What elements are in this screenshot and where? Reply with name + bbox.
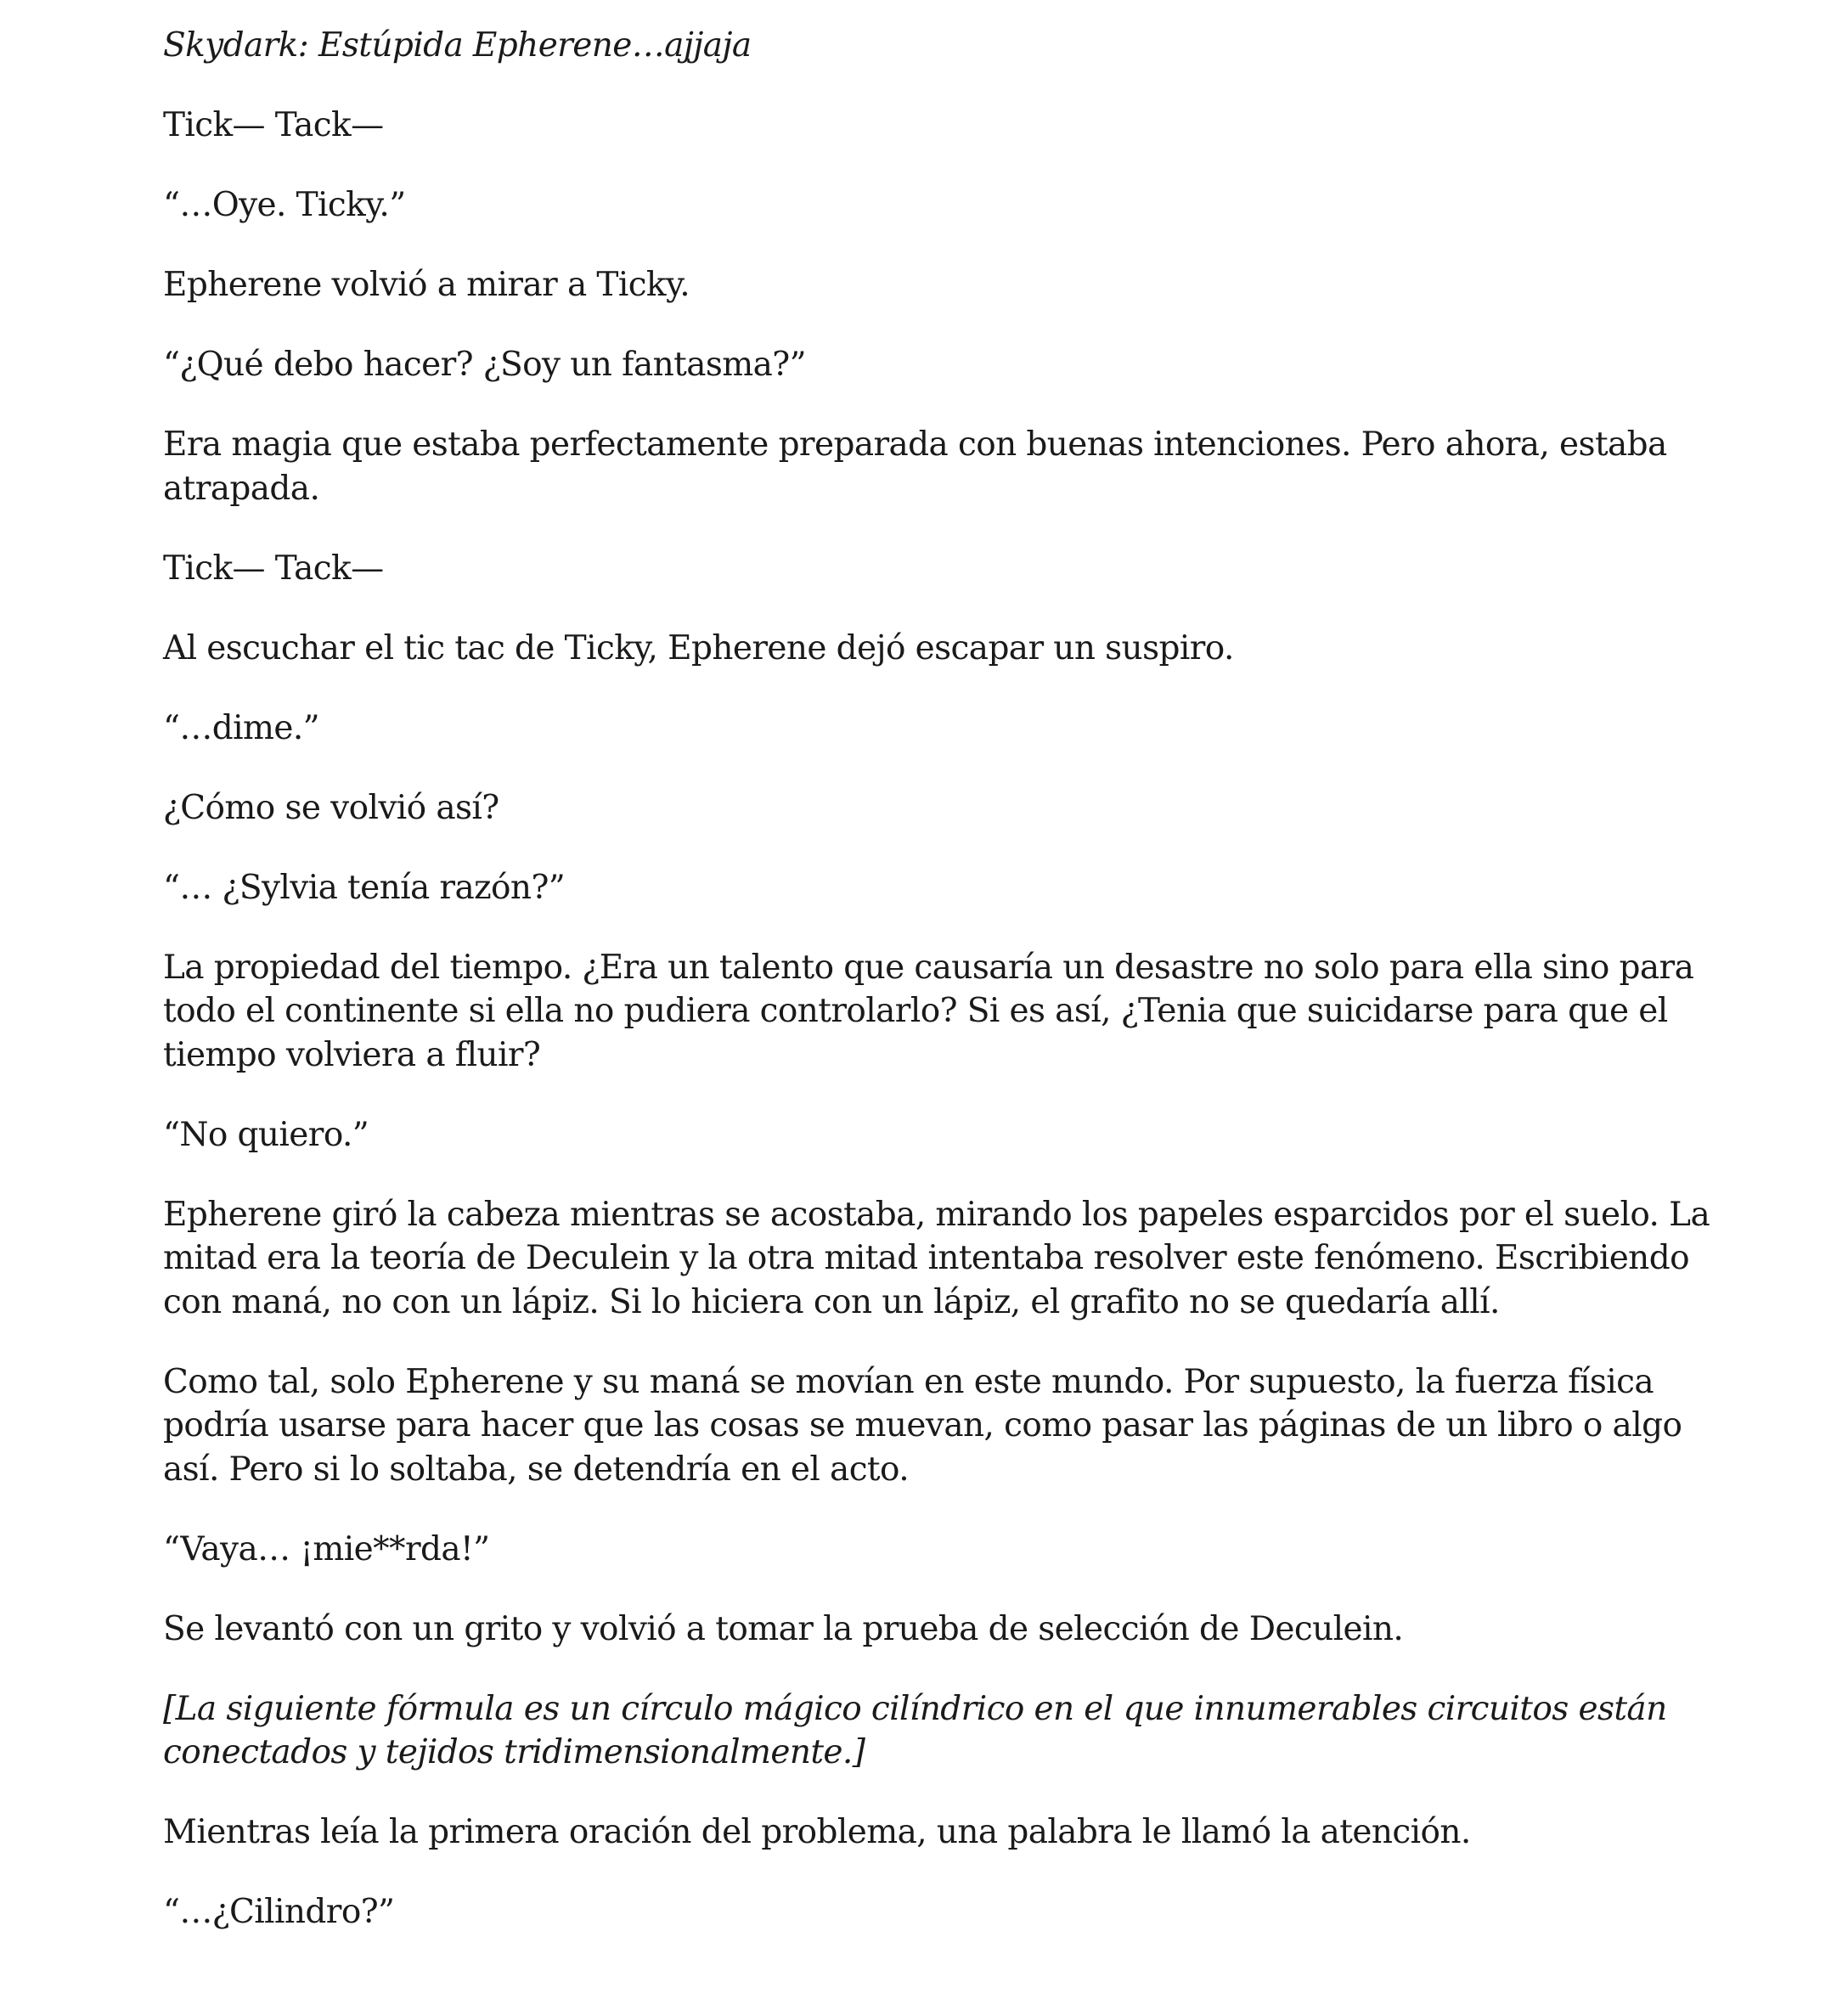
paragraph: Epherene volvió a mirar a Ticky. <box>163 266 690 304</box>
paragraph: La propiedad del tiempo. ¿Era un talento que causaría un desastre no solo para ella sino para todo el continente si ella no pudiera controlarlo? Si es así, ¿Tenia que suicidarse para que el tiempo volviera a fluir? <box>163 948 1694 1074</box>
paragraph: Se levantó con un grito y volvió a tomar la prueba de selección de Deculein. <box>163 1609 1404 1648</box>
paragraph: “¿Qué debo hacer? ¿Soy un fantasma?” <box>163 346 806 384</box>
paragraph: Tick— Tack— <box>163 106 384 144</box>
paragraph: “…Oye. Ticky.” <box>163 186 406 224</box>
paragraph: “No quiero.” <box>163 1115 369 1154</box>
paragraph: “…dime.” <box>163 708 319 747</box>
paragraph: “Vaya… ¡mie**rda!” <box>163 1529 490 1568</box>
paragraph: ¿Cómo se volvió así? <box>163 788 499 827</box>
paragraph: “… ¿Sylvia tenía razón?” <box>163 868 566 907</box>
paragraph: [La siguiente fórmula es un círculo mágico cilíndrico en el que innumerables circuitos están conectados y tejidos tridimensionalmente.] <box>163 1689 1667 1771</box>
document-page <box>163 24 1717 1970</box>
paragraph: “…¿Cilindro?” <box>163 1893 395 1931</box>
paragraph: Epherene giró la cabeza mientras se acostaba, mirando los papeles esparcidos por el suelo. La mitad era la teoría de Deculein y la otra mitad intentaba resolver este fenómeno. Escribiendo con maná, no con un lápiz. Si lo hiciera con un lápiz, el grafito no se quedaría allí. <box>163 1195 1710 1321</box>
paragraph: Como tal, solo Epherene y su maná se movían en este mundo. Por supuesto, la fuerza física podría usarse para hacer que las cosas se muevan, como pasar las páginas de un libro o algo así. Pero si lo soltaba, se detendría en el acto. <box>163 1362 1682 1489</box>
paragraph: Al escuchar el tic tac de Ticky, Epherene dejó escapar un suspiro. <box>163 628 1234 667</box>
paragraph: Era magia que estaba perfectamente preparada con buenas intenciones. Pero ahora, estaba atrapada. <box>163 425 1667 508</box>
paragraph: Mientras leía la primera oración del problema, una palabra le llamó la atención. <box>163 1813 1471 1851</box>
paragraph: Tick— Tack— <box>163 549 384 588</box>
paragraph: Skydark: Estúpida Epherene…ajjaja <box>163 26 752 65</box>
